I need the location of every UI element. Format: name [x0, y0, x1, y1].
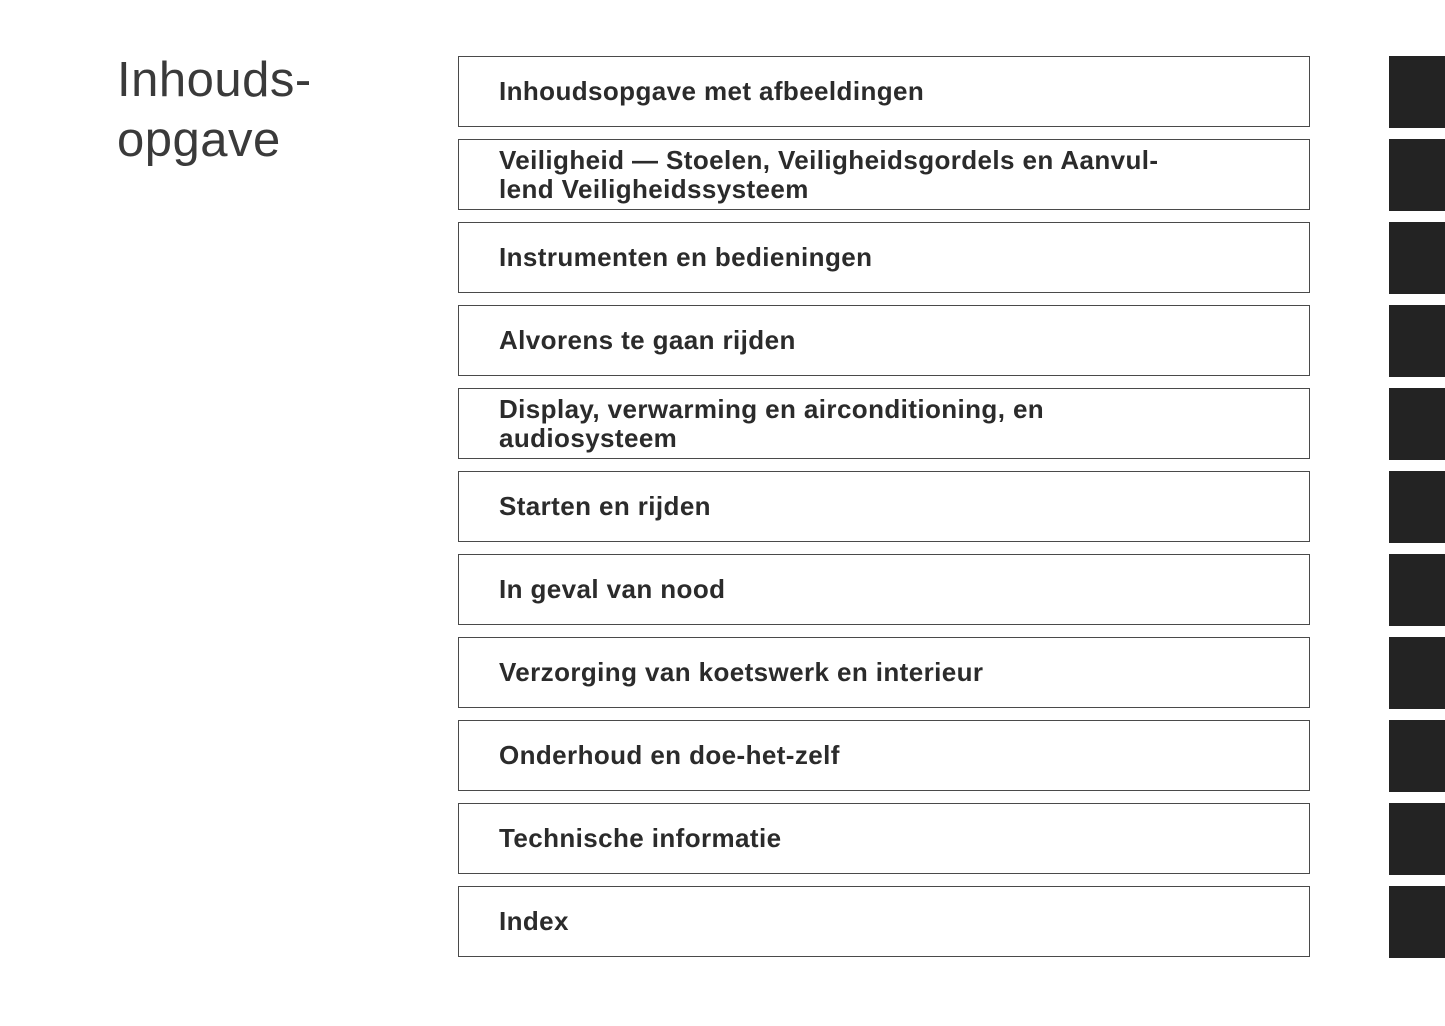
toc-item-illustrated-contents[interactable]	[458, 56, 1310, 127]
thumb-tab-1[interactable]	[1389, 56, 1445, 128]
toc-item-label: Inhoudsopgave met afbeeldingen	[499, 76, 925, 106]
thumb-tab-9[interactable]	[1389, 720, 1445, 792]
toc-item-label: In geval van nood	[499, 574, 726, 604]
thumb-tab-5[interactable]	[1389, 388, 1445, 460]
thumb-tab-7[interactable]	[1389, 554, 1445, 626]
page-title	[117, 50, 417, 170]
toc-item-label: Starten en rijden	[499, 491, 711, 521]
thumb-tab-3[interactable]	[1389, 222, 1445, 294]
toc-item-label: Alvorens te gaan rijden	[499, 325, 796, 355]
toc-item-label	[499, 146, 1158, 204]
toc-item-technical-info[interactable]	[458, 803, 1310, 874]
toc-item-label-line-1: Display, verwarming en airconditioning, en	[499, 393, 1045, 424]
toc-item-instruments-controls[interactable]	[458, 222, 1310, 293]
toc-item-label: Instrumenten en bedieningen	[499, 242, 873, 272]
toc-item-starting-driving[interactable]	[458, 471, 1310, 542]
thumb-tab-4[interactable]	[1389, 305, 1445, 377]
toc-item-label	[499, 395, 1044, 453]
thumb-tab-6[interactable]	[1389, 471, 1445, 543]
toc-item-maintenance-diy[interactable]	[458, 720, 1310, 791]
toc-item-label-line-2: lend Veiligheidssysteem	[499, 173, 809, 204]
page-title-line-1: Inhouds-	[117, 53, 312, 107]
section-thumb-tabs	[1389, 56, 1445, 969]
toc-item-label: Onderhoud en doe-het-zelf	[499, 740, 840, 770]
toc-item-before-driving[interactable]	[458, 305, 1310, 376]
toc-item-label: Verzorging van koetswerk en interieur	[499, 657, 984, 687]
table-of-contents	[458, 56, 1310, 969]
toc-item-index[interactable]	[458, 886, 1310, 957]
toc-item-emergency[interactable]	[458, 554, 1310, 625]
toc-item-label: Index	[499, 906, 569, 936]
toc-item-display-heating-audio[interactable]	[458, 388, 1310, 459]
toc-item-label-line-1: Veiligheid — Stoelen, Veiligheidsgordels en Aanvul-	[499, 144, 1159, 175]
thumb-tab-10[interactable]	[1389, 803, 1445, 875]
toc-item-safety[interactable]	[458, 139, 1310, 210]
toc-item-label: Technische informatie	[499, 823, 782, 853]
toc-item-body-interior-care[interactable]	[458, 637, 1310, 708]
thumb-tab-2[interactable]	[1389, 139, 1445, 211]
thumb-tab-11[interactable]	[1389, 886, 1445, 958]
toc-item-label-line-2: audiosysteem	[499, 422, 678, 453]
page-title-line-2: opgave	[117, 113, 281, 167]
thumb-tab-8[interactable]	[1389, 637, 1445, 709]
